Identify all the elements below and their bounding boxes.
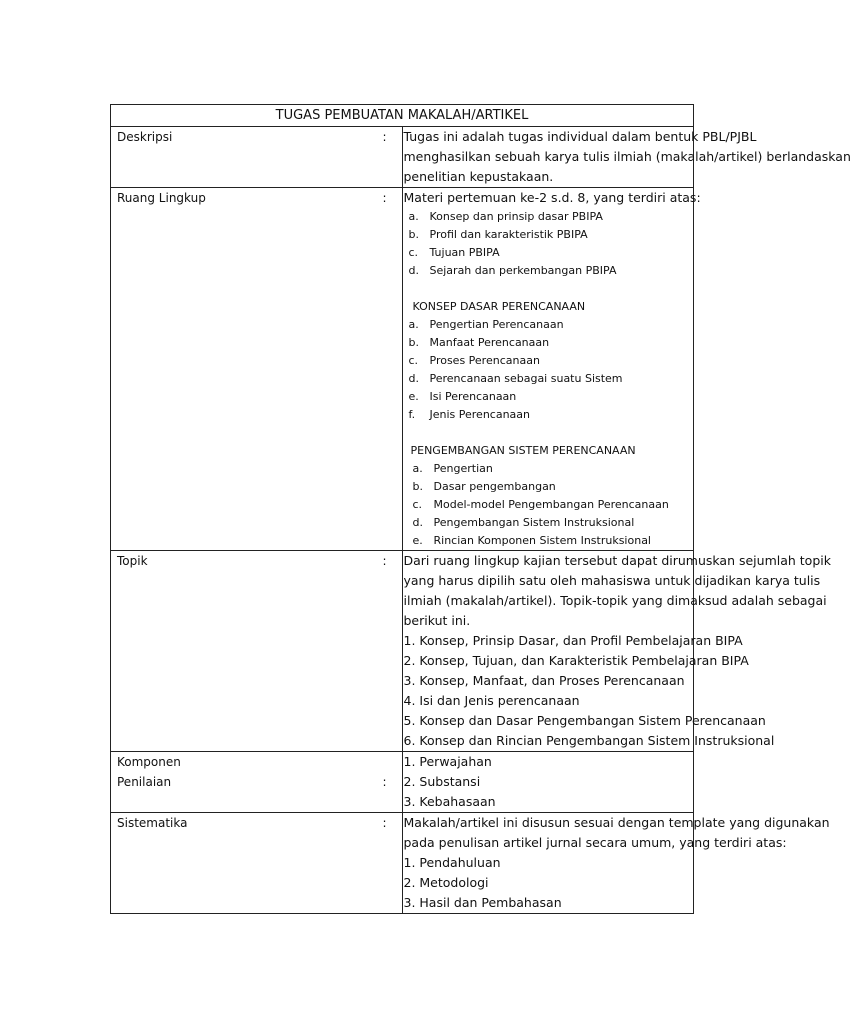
list-marker: a.	[408, 318, 419, 331]
label-text: Komponen	[117, 755, 181, 769]
text-line: yang harus dipilih satu oleh mahasiswa untuk dijadikan karya tulis	[403, 573, 821, 588]
list-item-text: Isi Perencanaan	[429, 390, 517, 403]
row-ruang-lingkup	[111, 188, 694, 551]
list-marker: f.	[408, 408, 416, 421]
list-item	[404, 496, 692, 514]
list-item	[404, 532, 692, 550]
label-ruang-lingkup	[111, 188, 403, 551]
list-item-text: Model-model Pengembangan Perencanaan	[433, 498, 669, 511]
list-item-text: Pengembangan Sistem Instruksional	[433, 516, 635, 529]
topic-item: 4. Isi dan Jenis perencanaan	[403, 693, 580, 708]
label-text: Ruang Lingkup	[117, 191, 206, 205]
list-marker: e.	[408, 390, 419, 403]
list-marker: d.	[408, 264, 419, 277]
text-line: Makalah/artikel ini disusun sesuai dengan template yang digunakan	[403, 815, 830, 830]
text-line: berikut ini.	[403, 613, 471, 628]
list-marker: c.	[408, 354, 419, 367]
topic-item: 6. Konsep dan Rincian Pengembangan Sistem Instruksional	[403, 733, 775, 748]
list-marker: d.	[408, 372, 419, 385]
list-marker: b.	[412, 480, 423, 493]
list-item	[404, 208, 692, 226]
scope-intro: Materi pertemuan ke-2 s.d. 8, yang terdiri atas:	[403, 190, 701, 205]
text-line: 1. Perwajahan	[403, 754, 492, 769]
assignment-table	[110, 104, 851, 914]
list-item	[404, 478, 692, 496]
topic-item: 2. Konsep, Tujuan, dan Karakteristik Pembelajaran BIPA	[403, 653, 749, 668]
list-item	[404, 262, 692, 280]
list-item-text: Dasar pengembangan	[433, 480, 556, 493]
label-sistematika	[111, 813, 403, 914]
list-item	[404, 352, 692, 370]
content-ruang-lingkup	[402, 188, 701, 551]
text-line: ilmiah (makalah/artikel). Topik-topik yang dimaksud adalah sebagai	[403, 593, 827, 608]
list-item	[404, 388, 692, 406]
list-item	[404, 244, 692, 262]
list-marker: a.	[408, 210, 419, 223]
scope-list-pengembangan	[404, 460, 692, 550]
scope-list-konsep	[404, 316, 692, 424]
list-item-text: Konsep dan prinsip dasar PBIPA	[429, 210, 603, 223]
list-marker: b.	[408, 228, 419, 241]
text-line: Dari ruang lingkup kajian tersebut dapat dirumuskan sejumlah topik	[403, 553, 831, 568]
title-row	[111, 105, 694, 127]
spacer	[404, 424, 692, 442]
list-item	[404, 514, 692, 532]
text-line: menghasilkan sebuah karya tulis ilmiah (makalah/artikel) berlandaskan	[403, 149, 851, 164]
label-colon: :	[382, 554, 387, 568]
list-item	[404, 370, 692, 388]
text-line: 2. Metodologi	[403, 875, 489, 890]
topic-item: 5. Konsep dan Dasar Pengembangan Sistem Perencanaan	[403, 713, 766, 728]
label-colon: :	[382, 816, 387, 830]
list-item	[404, 406, 692, 424]
list-item-text: Manfaat Perencanaan	[429, 336, 550, 349]
list-item-text: Pengertian Perencanaan	[429, 318, 564, 331]
topic-item: 3. Konsep, Manfaat, dan Proses Perencanaan	[403, 673, 685, 688]
group-heading-pengembangan: PENGEMBANGAN SISTEM PERENCANAAN	[410, 444, 636, 457]
label-komponen-penilaian	[111, 752, 403, 813]
label-colon: :	[382, 191, 387, 205]
text-line: 3. Hasil dan Pembahasan	[403, 895, 562, 910]
row-sistematika	[111, 813, 694, 914]
content-topik	[402, 551, 831, 752]
content-komponen-penilaian	[402, 752, 694, 813]
label-text: Sistematika	[117, 816, 188, 830]
list-item-text: Sejarah dan perkembangan PBIPA	[429, 264, 617, 277]
table-title: TUGAS PEMBUATAN MAKALAH/ARTIKEL	[111, 105, 694, 127]
list-item-text: Perencanaan sebagai suatu Sistem	[429, 372, 623, 385]
spacer	[404, 280, 692, 298]
list-item	[404, 334, 692, 352]
topic-item: 1. Konsep, Prinsip Dasar, dan Profil Pembelajaran BIPA	[403, 633, 743, 648]
label-colon: :	[382, 130, 387, 144]
group-heading-konsep: KONSEP DASAR PERENCANAAN	[412, 300, 586, 313]
label-colon: :	[382, 775, 387, 789]
text-line: pada penulisan artikel jurnal secara umum, yang terdiri atas:	[403, 835, 787, 850]
list-marker: c.	[408, 246, 419, 259]
list-item-text: Tujuan PBIPA	[429, 246, 500, 259]
list-item-text: Jenis Perencanaan	[429, 408, 531, 421]
list-item-text: Rincian Komponen Sistem Instruksional	[433, 534, 651, 547]
list-item-text: Pengertian	[433, 462, 493, 475]
content-sistematika	[402, 813, 830, 914]
content-deskripsi	[402, 127, 851, 188]
row-komponen-penilaian	[111, 752, 694, 813]
text-line: penelitian kepustakaan.	[403, 169, 554, 184]
label-text: Deskripsi	[117, 130, 173, 144]
list-item-text: Proses Perencanaan	[429, 354, 540, 367]
list-item	[404, 460, 692, 478]
list-marker: e.	[412, 534, 423, 547]
list-marker: b.	[408, 336, 419, 349]
list-marker: d.	[412, 516, 423, 529]
text-line: Tugas ini adalah tugas individual dalam bentuk PBL/PJBL	[403, 129, 757, 144]
text-line: 1. Pendahuluan	[403, 855, 501, 870]
list-item-text: Profil dan karakteristik PBIPA	[429, 228, 588, 241]
row-deskripsi	[111, 127, 694, 188]
text-line: 2. Substansi	[403, 774, 481, 789]
list-item	[404, 226, 692, 244]
row-topik	[111, 551, 694, 752]
list-marker: a.	[412, 462, 423, 475]
label-deskripsi	[111, 127, 403, 188]
label-text: Penilaian	[117, 775, 172, 789]
list-marker: c.	[412, 498, 423, 511]
label-topik	[111, 551, 403, 752]
scope-list-bipa	[404, 208, 692, 280]
label-text: Topik	[117, 554, 148, 568]
list-item	[404, 316, 692, 334]
text-line: 3. Kebahasaan	[403, 794, 496, 809]
